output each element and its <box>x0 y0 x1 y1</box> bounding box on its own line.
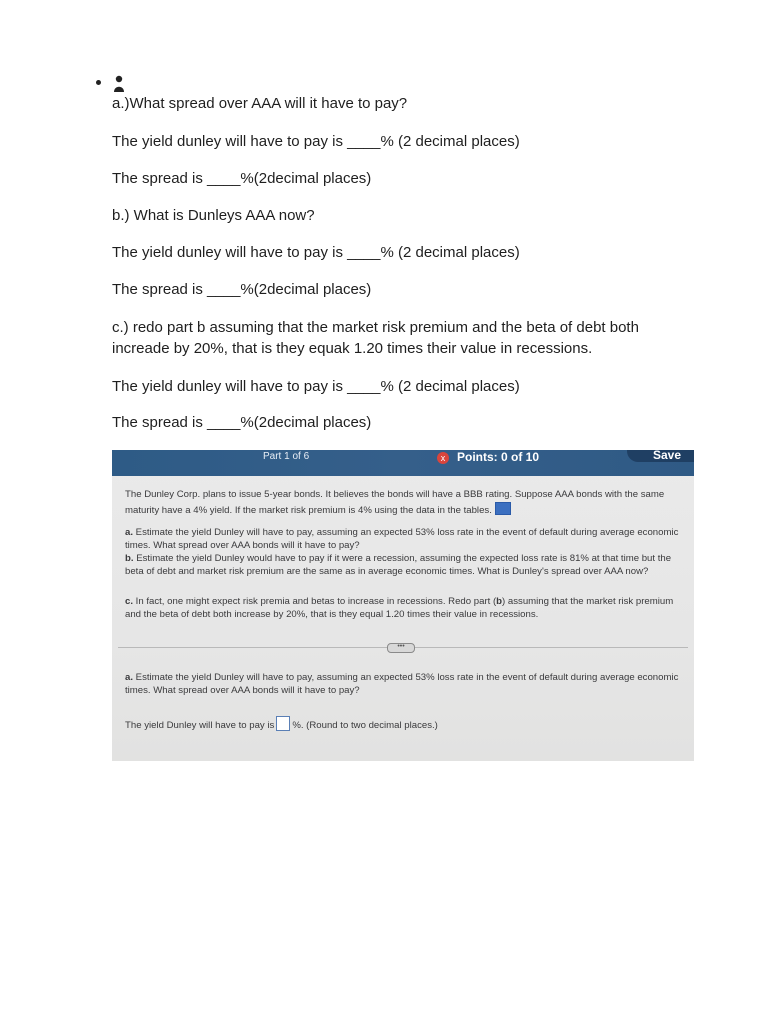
problem-part-c <box>125 596 690 621</box>
question-a-spread: The spread is ____%(2decimal places) <box>112 170 372 187</box>
problem-part-a <box>125 527 690 552</box>
points-label: Points: 0 of 10 <box>457 450 540 464</box>
part-c-text-2: ) assuming that the market risk premium and the beta of debt both increase by 20%, that is they equal 1.20 times their value in recessions. <box>125 596 674 620</box>
current-question <box>125 672 690 697</box>
part-c-label: c. <box>125 596 134 607</box>
expand-button[interactable]: ••• <box>387 643 415 653</box>
question-a-yield: The yield dunley will have to pay is ____% (2 decimal places) <box>112 133 520 150</box>
question-b-yield: The yield dunley will have to pay is ____% (2 decimal places) <box>112 244 520 261</box>
answer-prefix: The yield Dunley will have to pay is <box>125 720 275 731</box>
question-c-yield: The yield dunley will have to pay is ____% (2 decimal places) <box>112 378 520 395</box>
part-b-text: Estimate the yield Dunley would have to pay if it were a recession, assuming the expected loss rate is 81% at that time but the beta of debt and market risk premium are the same as in average economic times. What is Dunley's spread over AAA now? <box>125 553 672 577</box>
problem-intro <box>125 489 690 517</box>
part-a-label: a. <box>125 527 134 538</box>
answer-suffix: %. (Round to two decimal places.) <box>292 720 438 731</box>
part-c-text: In fact, one might expect risk premia and betas to increase in recessions. Redo part ( <box>133 596 497 607</box>
problem-part-b <box>125 553 690 578</box>
question-c-heading: c.) redo part b assuming that the market risk premium and the beta of debt both increade by 20%, that is they equak 1.20 times their value in recessions. <box>112 319 639 357</box>
header-bar <box>112 450 694 476</box>
bullet-icon <box>96 80 101 85</box>
problem-screenshot <box>112 450 694 761</box>
x-circle-icon: x <box>437 452 449 464</box>
part-c-bold: b <box>496 596 503 607</box>
question-label: a. <box>125 672 134 683</box>
question-b-heading: b.) What is Dunleys AAA now? <box>112 207 315 224</box>
part-b-label: b. <box>125 553 134 564</box>
problem-intro-text: The Dunley Corp. plans to issue 5-year bonds. It believes the bonds will have a BBB rating. Suppose AAA bonds with the same maturity have a 4% yield. If the market risk premium is 4% using the data in the tables. <box>125 489 665 516</box>
part-a-text: Estimate the yield Dunley will have to pay, assuming an expected 53% loss rate in the event of default during average economic times. What spread over AAA bonds will it have to pay? <box>125 527 679 551</box>
table-grid-icon[interactable] <box>495 502 511 515</box>
question-a-heading: a.)What spread over AAA will it have to pay? <box>112 95 408 112</box>
question-c-spread: The spread is ____%(2decimal places) <box>112 414 372 431</box>
question-b-spread: The spread is ____%(2decimal places) <box>112 281 372 298</box>
answer-input[interactable] <box>276 716 290 731</box>
answer-row <box>125 716 690 733</box>
part-indicator: Part 1 of 6 <box>263 451 310 462</box>
save-button[interactable]: Save <box>627 450 694 462</box>
person-icon <box>113 75 125 93</box>
question-text: Estimate the yield Dunley will have to pay, assuming an expected 53% loss rate in the event of default during average economic times. What spread over AAA bonds will it have to pay? <box>125 672 679 696</box>
